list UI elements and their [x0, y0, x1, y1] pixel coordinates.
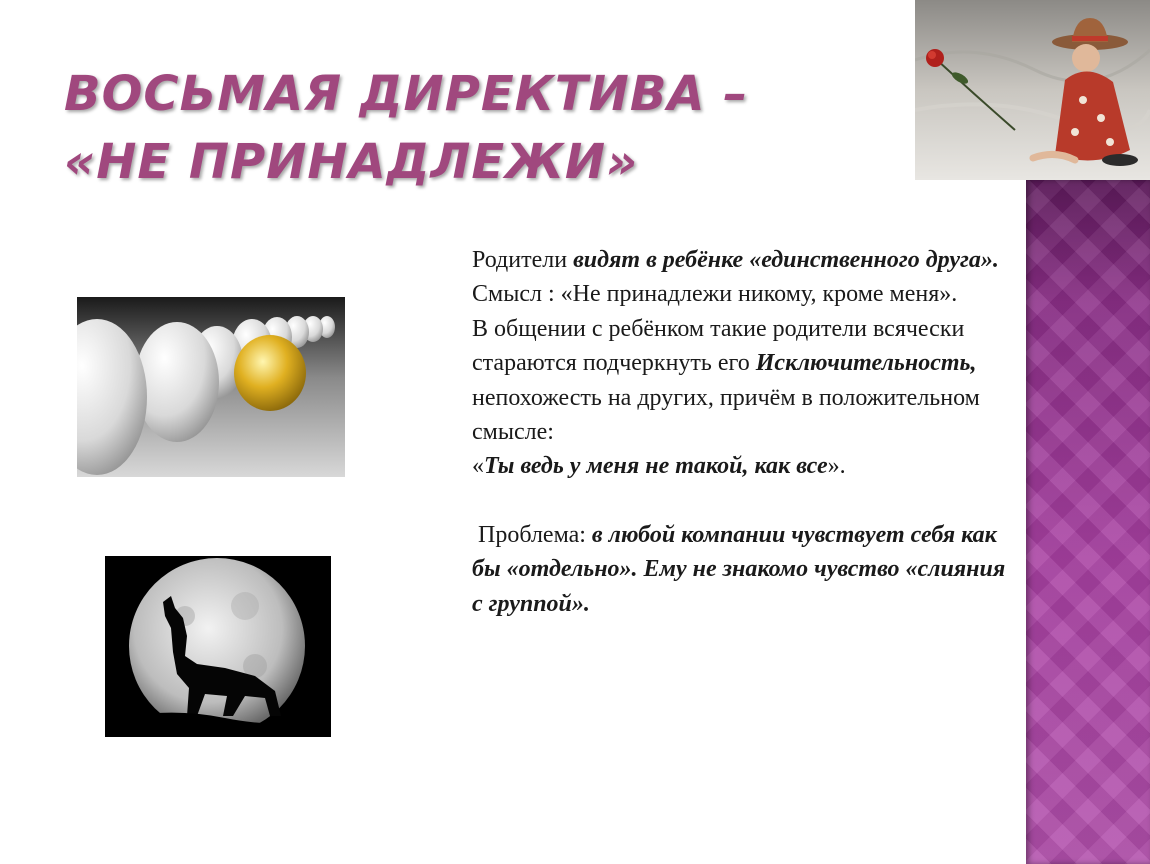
exclusivity-word: Исключительность,: [755, 350, 977, 377]
slide-title: ВОСЬМАЯ ДИРЕКТИВА – «НЕ ПРИНАДЛЕЖИ»: [64, 66, 749, 190]
communication-rest: непохожесть на других, причём в положительном смысле:: [472, 384, 980, 446]
quote-close: ».: [827, 453, 846, 480]
quote-open: «: [472, 453, 484, 480]
eggs-golden-egg-photo: [77, 297, 345, 477]
communication-paragraph: [472, 312, 1012, 450]
slide-body-text: [472, 243, 1012, 621]
decorative-side-band: [1026, 180, 1150, 864]
problem-label: Проблема:: [478, 521, 592, 548]
problem-paragraph: [472, 518, 1012, 621]
problem-emphasis: в любой компании чувствует себя как бы «отдельно». Ему не знакомо чувство «слияния с группой».: [472, 521, 1006, 617]
communication-start: В общении с ребёнком такие родители всячески стараются подчеркнуть его: [472, 315, 965, 377]
wolf-moon-photo: [105, 556, 331, 737]
parents-sentence: [472, 243, 1012, 277]
meaning-sentence: Смысл : «Не принадлежи никому, кроме меня».: [472, 281, 958, 308]
quote-emphasis: Ты ведь у меня не такой, как все: [484, 453, 828, 480]
parents-emphasis: видят в ребёнке «единственного друга».: [573, 247, 999, 273]
parents-label: Родители: [472, 247, 574, 273]
girl-with-rose-photo: [915, 0, 1150, 180]
quote-sentence: [472, 449, 1012, 483]
